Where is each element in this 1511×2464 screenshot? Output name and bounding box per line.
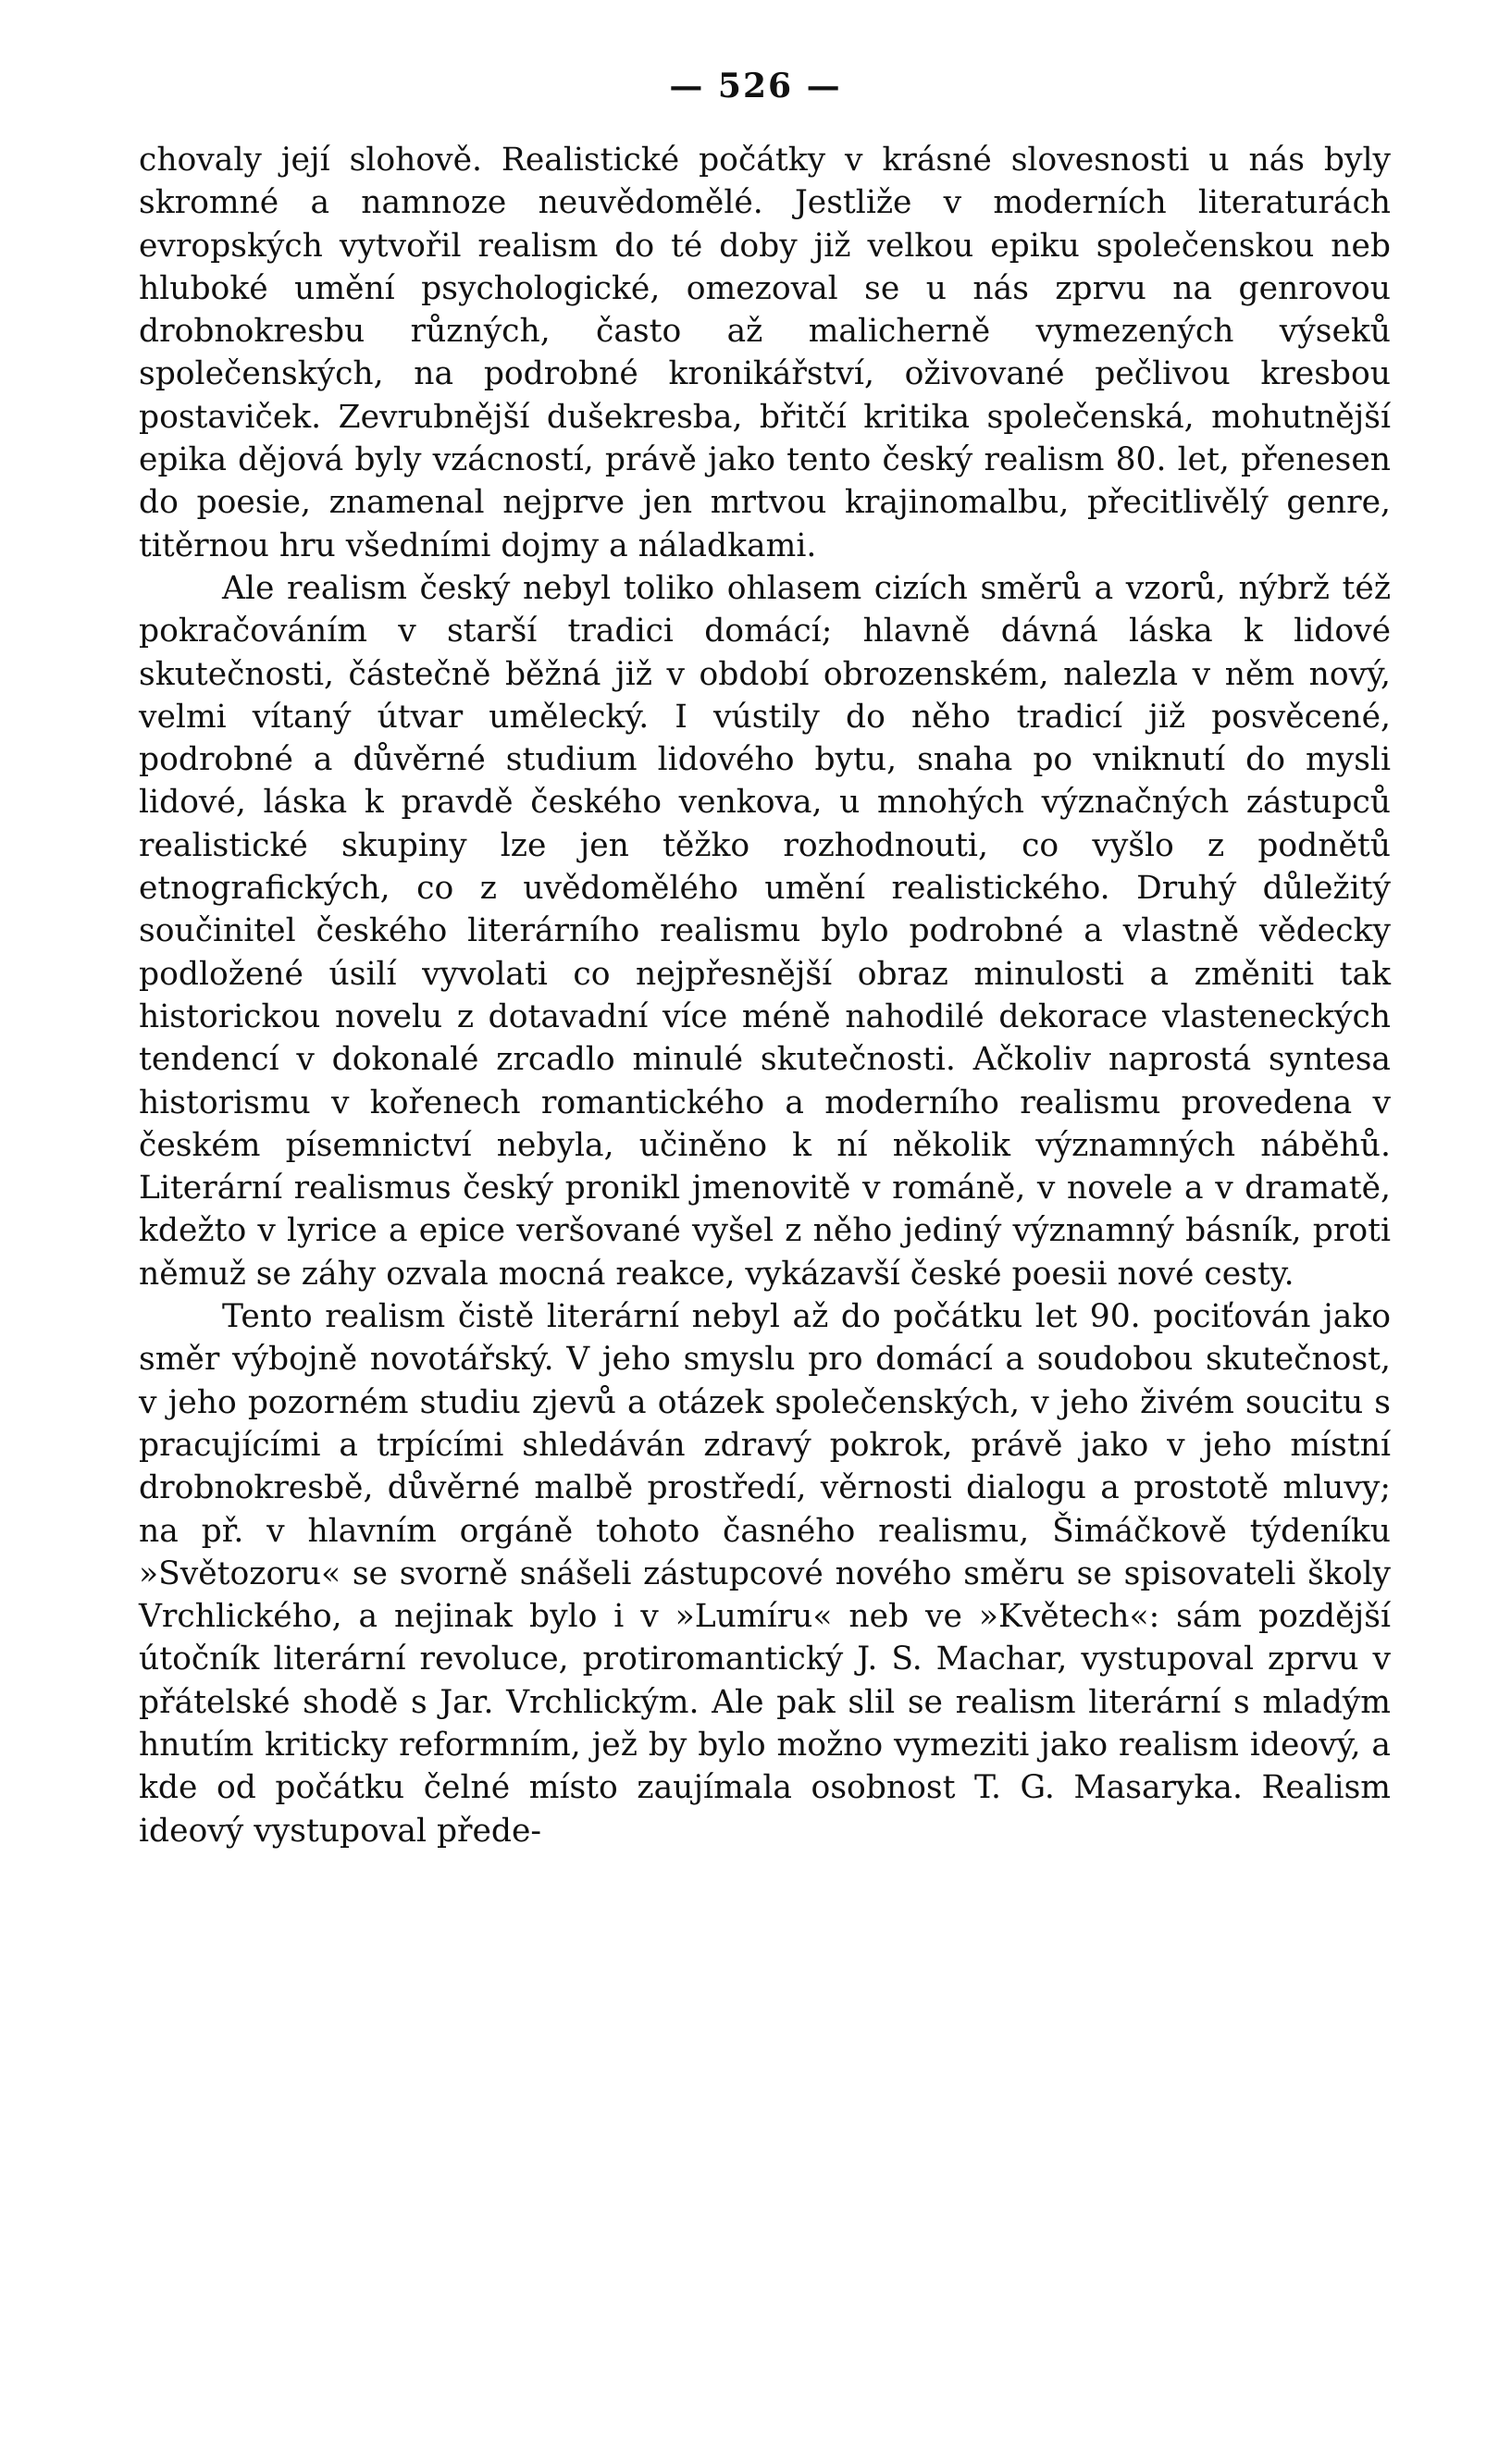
page-number: — 526 — — [669, 67, 842, 105]
paragraph-1: chovaly její slohově. Realistické počátky v krásné slovesnosti u nás byly skromné a namnoze neuvědomělé. Jestliže v moderních literaturách evropských vytvořil realism do té doby již velkou epiku společenskou neb hluboké umění psychologické, omezoval se u nás zprvu na genrovou drobnokresbu různých, často až malicherně vymezených výseků společenských, na podrobné kronikářství, oživované pečlivou kresbou postaviček. Zevrubnější dušekresba, břitčí kritika společenská, mohutnější epika dějová byly vzácností, právě jako tento český realism 80. let, přenesen do poesie, znamenal nejprve jen mrtvou krajinomalbu, přecitlivělý genre, titěrnou hru všedními dojmy a náladkami. — [139, 142, 1391, 564]
paragraph-3: Tento realism čistě literární nebyl až do počátku let 90. pociťován jako směr výbojně novotářský. V jeho smyslu pro domácí a soudobou skutečnost, v jeho pozorném studiu zjevů a otázek společenských, v jeho živém soucitu s pracujícími a trpícími shledáván zdravý pokrok, právě jako v jeho místní drobnokresbě, důvěrné malbě prostředí, věrnosti dialogu a prostotě mluvy; na př. v hlavním orgáně tohoto časného realismu, Šimáčkově týdeníku »Světozoru« se svorně snášeli zástupcové nového směru se spisovateli školy Vrchlického, a nejinak bylo i v »Lumíru« neb ve »Květech«: sám pozdější útočník literární revoluce, protiromantický J. S. Machar, vystupoval zprvu v přátelské shodě s Jar. Vrchlickým. Ale pak slil se realism literární s mladým hnutím kriticky reformním, jež by bylo možno vymeziti jako realism ideový, a kde od počátku čelné místo zaujímala osobnost T. G. Masaryka. Realism ideový vystupoval přede- — [139, 1298, 1391, 1850]
paragraph-2: Ale realism český nebyl toliko ohlasem cizích směrů a vzorů, nýbrž též pokračováním v starší tradici domácí; hlavně dávná láska k lidové skutečnosti, částečně běžná již v období obrozenském, nalezla v něm nový, velmi vítaný útvar umělecký. I vústily do něho tradicí již posvěcené, podrobné a důvěrné studium lidového bytu, snaha po vniknutí do mysli lidové, láska k pravdě českého venkova, u mnohých význačných zástupců realistické skupiny lze jen těžko rozhodnouti, co vyšlo z podnětů etnografických, co z uvědomělého umění realistického. Druhý důležitý součinitel českého literárního realismu bylo podrobné a vlastně vědecky podložené úsilí vyvolati co nejpřesnější obraz minulosti a změniti tak historickou novelu z dotavadní více méně nahodilé dekorace vlasteneckých tendencí v dokonalé zrcadlo minulé skutečnosti. Ačkoliv naprostá syntesa historismu v kořenech romantického a moderního realismu provedena v českém písemnictví nebyla, učiněno k ní několik významných náběhů. Literární realismus český pronikl jmenovitě v románě, v novele a v dramatě, kdežto v lyrice a epice veršované vyšel z něho jediný významný básník, proti němuž se záhy ozvala mocná reakce, vykázavší české poesii nové cesty. — [139, 569, 1391, 1293]
body-text — [139, 139, 1391, 1852]
